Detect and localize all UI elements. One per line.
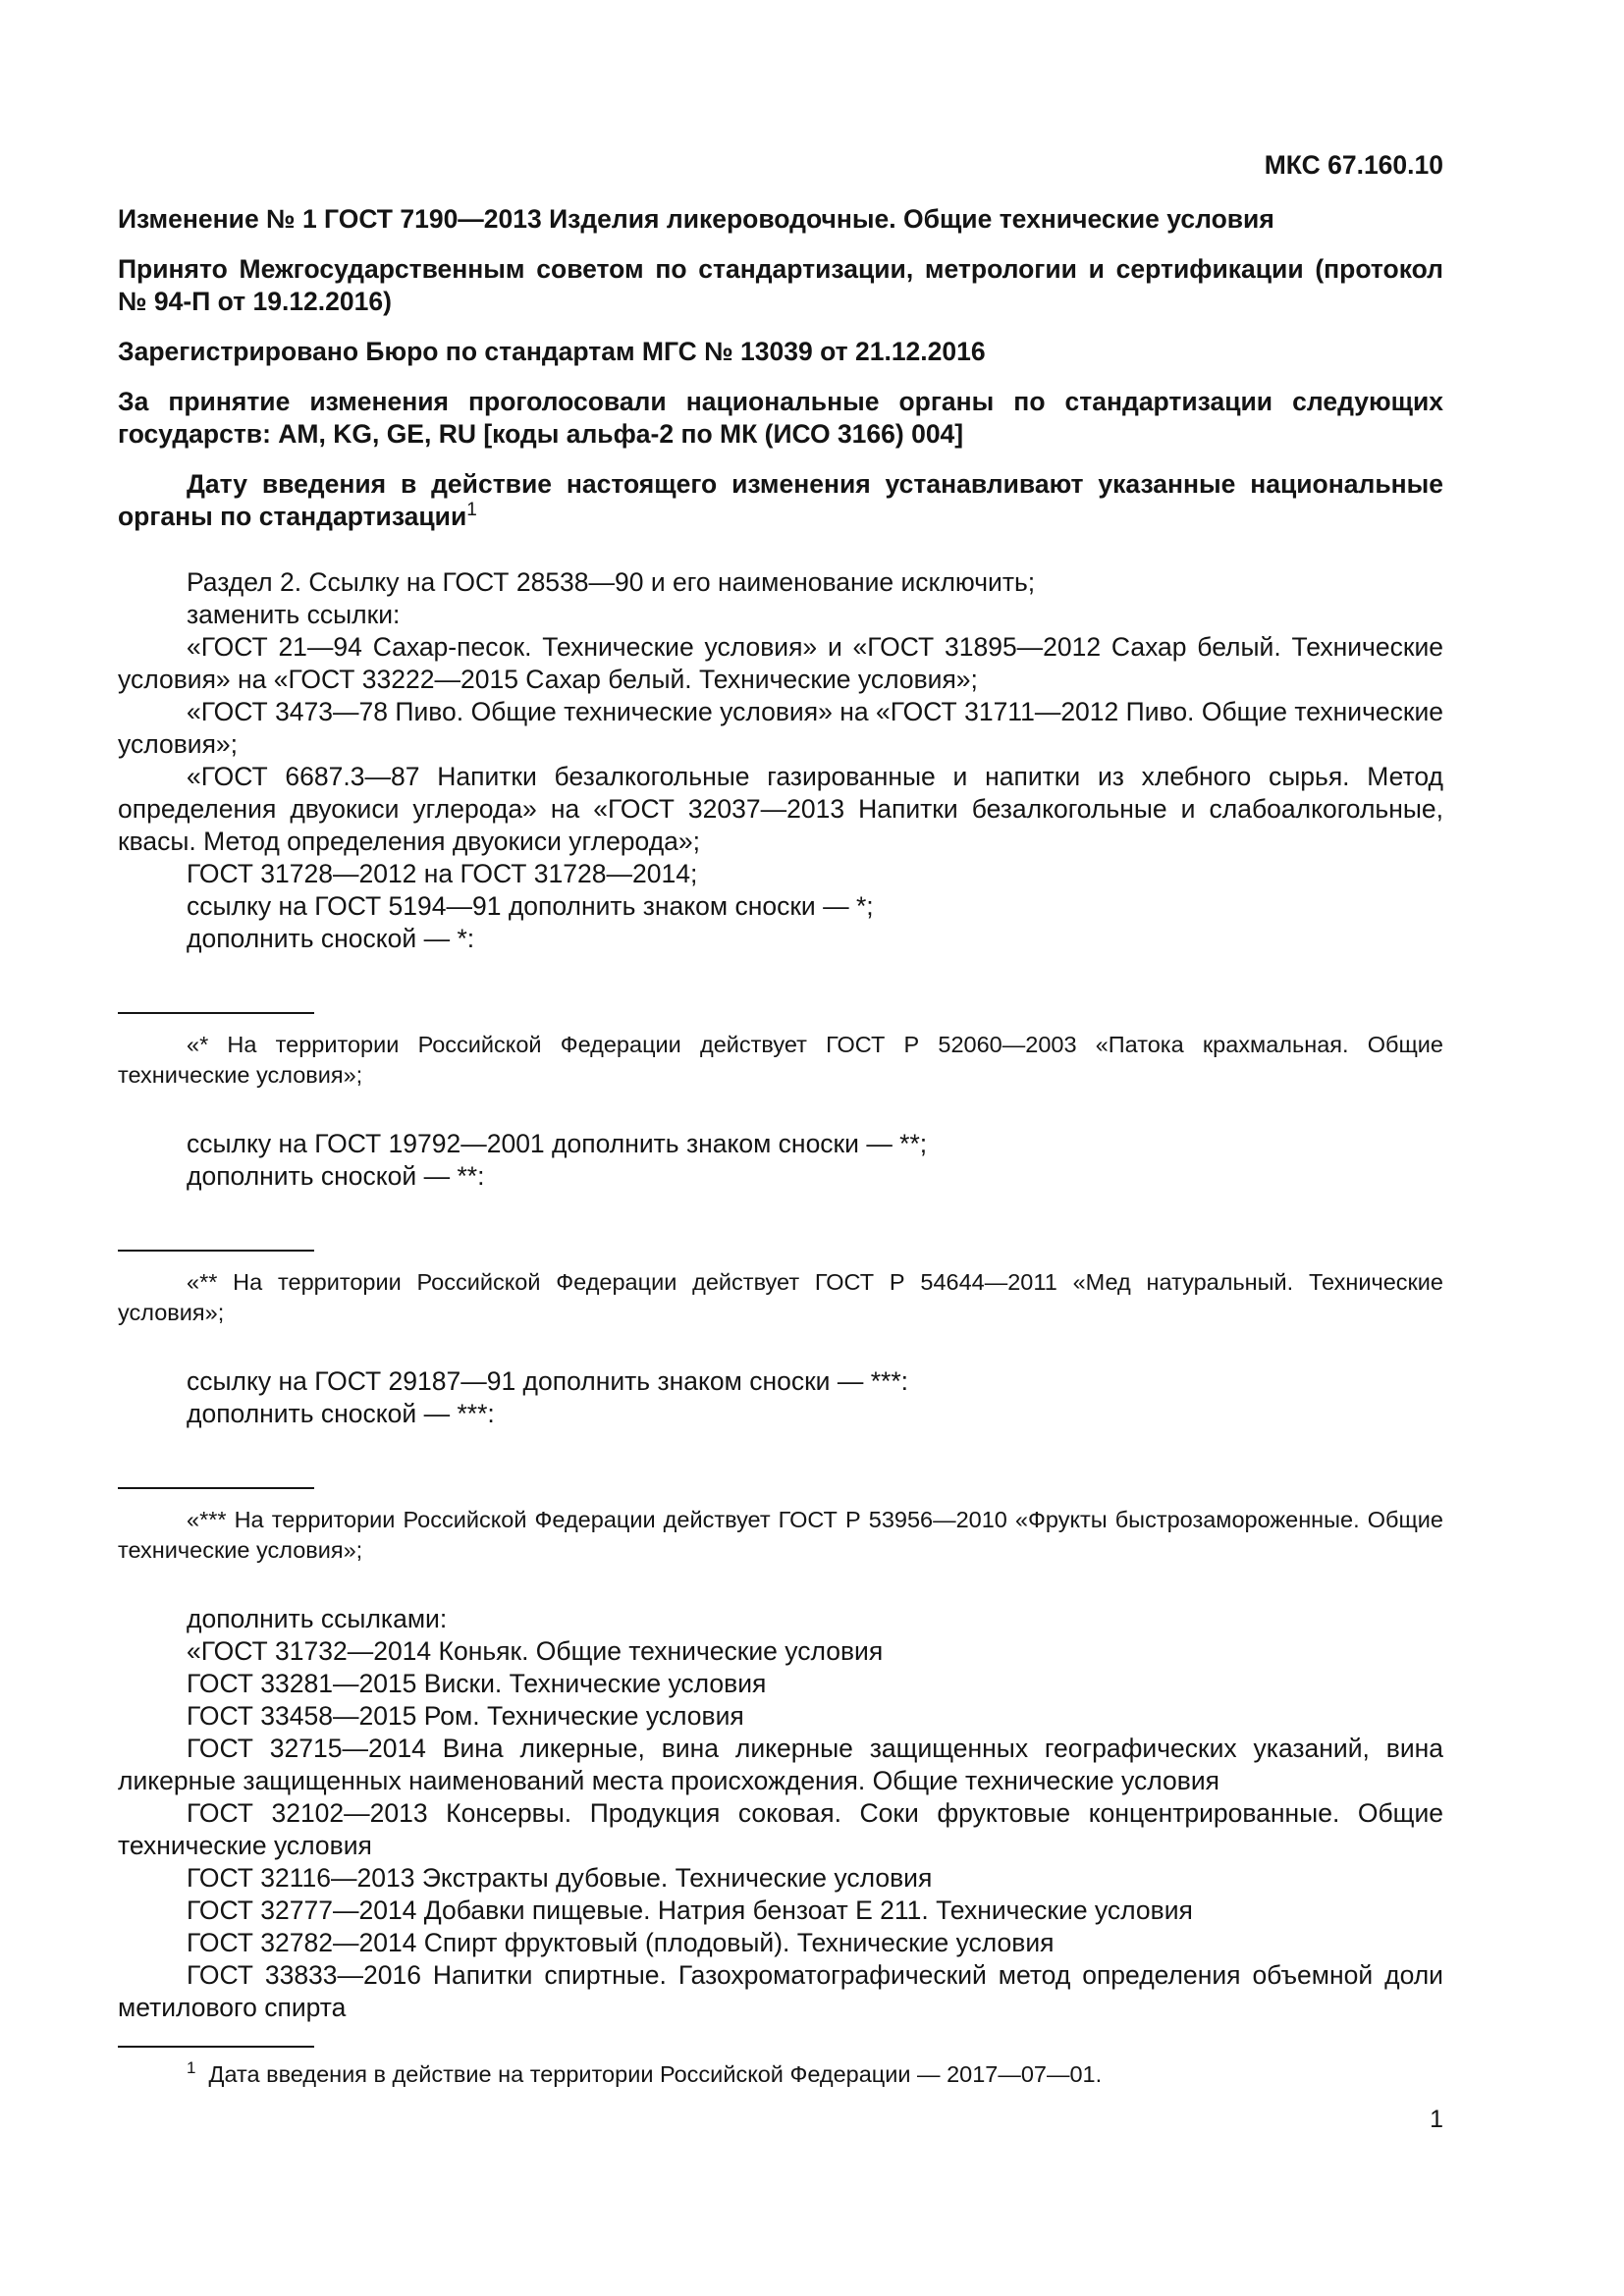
paragraph-footnote3-add: дополнить сноской — ***:: [187, 1399, 495, 1428]
footnote-separator: [118, 1487, 314, 1489]
paragraph-drinks: «ГОСТ 6687.3—87 Напитки безалкогольные газированные и напитки из хлебного сырья. Метод определения двуокиси углерода» на «ГОСТ 32037—2013 Напитки безалкогольные и слабоалкогольные, квасы. Метод определения двуокиси углерода»;: [118, 762, 1443, 856]
reference-item: ГОСТ 32715—2014 Вина ликерные, вина ликерные защищенных географических указаний, вина ликерные защищенных наименований места происхождения. Общие технические условия: [118, 1734, 1443, 1795]
document-content: [118, 149, 1443, 2136]
paragraph-section2: Раздел 2. Ссылку на ГОСТ 28538—90 и его наименование исключить;: [187, 567, 1036, 597]
reference-item: ГОСТ 32116—2013 Экстракты дубовые. Технические условия: [187, 1863, 933, 1893]
footnote-separator: [118, 1250, 314, 1252]
paragraph-replace-refs: заменить ссылки:: [187, 600, 401, 629]
paragraph-footnote1-add: дополнить сноской — *:: [187, 924, 475, 953]
paragraph-add-refs: дополнить ссылками:: [187, 1604, 448, 1633]
paragraph-footnote2-add: дополнить сноской — **:: [187, 1161, 485, 1191]
footnote-mark: 1: [466, 500, 477, 521]
paragraph-sugar: «ГОСТ 21—94 Сахар-песок. Технические условия» и «ГОСТ 31895—2012 Сахар белый. Технические условия» на «ГОСТ 33222—2015 Сахар белый. Технические условия»;: [118, 632, 1443, 694]
amendment-title: Изменение № 1 ГОСТ 7190—2013 Изделия ликероводочные. Общие технические условия: [118, 204, 1274, 234]
registered-statement: Зарегистрировано Бюро по стандартам МГС № 13039 от 21.12.2016: [118, 337, 986, 366]
reference-item: ГОСТ 33833—2016 Напитки спиртные. Газохроматографический метод определения объемной доли метилового спирта: [118, 1960, 1443, 2022]
reference-item: «ГОСТ 31732—2014 Коньяк. Общие технические условия: [187, 1636, 884, 1666]
voted-statement: За принятие изменения проголосовали национальные органы по стандартизации следующих государств: AM, KG, GE, RU [коды альфа-2 по МК (ИСО 3166) 004]: [118, 387, 1443, 449]
page-footnote-text: Дата введения в действие на территории Российской Федерации — 2017—07—01.: [208, 2061, 1103, 2087]
footnote-separator: [118, 1012, 314, 1014]
reference-item: ГОСТ 32777—2014 Добавки пищевые. Натрия бензоат Е 211. Технические условия: [187, 1896, 1193, 1925]
inline-footnote-3: «*** На территории Российской Федерации действует ГОСТ Р 53956—2010 «Фрукты быстрозамороженные. Общие технические условия»;: [118, 1507, 1443, 1563]
mks-code: МКС 67.160.10: [1264, 150, 1443, 180]
accepted-statement: Принято Межгосударственным советом по стандартизации, метрологии и сертификации (протокол № 94-П от 19.12.2016): [118, 254, 1443, 316]
reference-item: ГОСТ 33458—2015 Ром. Технические условия: [187, 1701, 744, 1731]
page-number: 1: [1430, 2106, 1443, 2133]
page-footnote-separator: [118, 2046, 314, 2048]
date-intro-text: Дату введения в действие настоящего изменения устанавливают указанные национальные органы по стандартизации: [118, 469, 1443, 531]
reference-item: ГОСТ 32782—2014 Спирт фруктовый (плодовый). Технические условия: [187, 1928, 1055, 1957]
inline-footnote-1: «* На территории Российской Федерации действует ГОСТ Р 52060—2003 «Патока крахмальная. Общие технические условия»;: [118, 1032, 1443, 1088]
paragraph-31728: ГОСТ 31728—2012 на ГОСТ 31728—2014;: [187, 859, 698, 888]
inline-footnote-2: «** На территории Российской Федерации действует ГОСТ Р 54644—2011 «Мед натуральный. Технические условия»;: [118, 1269, 1443, 1325]
paragraph-29187: ссылку на ГОСТ 29187—91 дополнить знаком сноски — ***:: [187, 1366, 908, 1396]
date-intro-statement: [118, 468, 1443, 533]
page-footnote-mark: 1: [187, 2058, 196, 2078]
paragraph-beer: «ГОСТ 3473—78 Пиво. Общие технические условия» на «ГОСТ 31711—2012 Пиво. Общие технические условия»;: [118, 697, 1443, 759]
paragraph-19792: ссылку на ГОСТ 19792—2001 дополнить знаком сноски — **;: [187, 1129, 928, 1158]
paragraph-5194: ссылку на ГОСТ 5194—91 дополнить знаком сноски — *;: [187, 891, 874, 921]
reference-item: ГОСТ 33281—2015 Виски. Технические условия: [187, 1669, 767, 1698]
reference-item: ГОСТ 32102—2013 Консервы. Продукция соковая. Соки фруктовые концентрированные. Общие технические условия: [118, 1798, 1443, 1860]
page-footnote: [118, 2059, 1443, 2090]
